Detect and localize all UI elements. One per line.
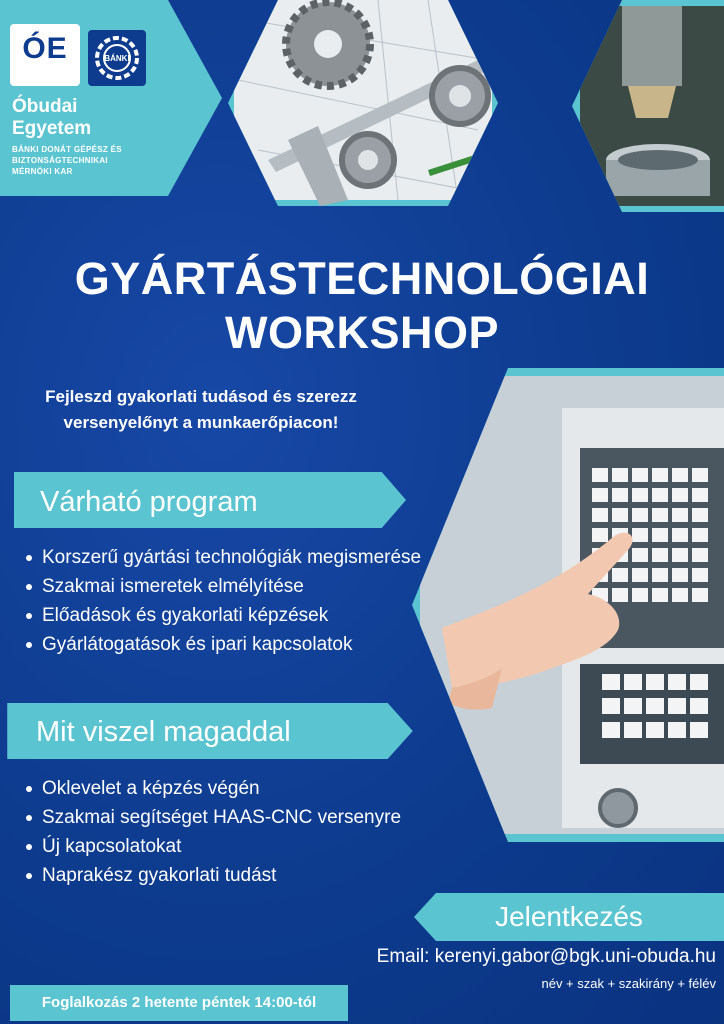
- benefit-item: Új kapcsolatokat: [22, 832, 492, 861]
- registration-hint: név + szak + szakirány + félév: [541, 976, 716, 991]
- cnc-tool-photo: [572, 0, 724, 212]
- obuda-logo-text: ÓE: [22, 32, 68, 65]
- faculty-name-line2: BIZTONSÁGTECHNIKAI: [12, 156, 108, 165]
- page-title: [0, 252, 724, 360]
- page-title-line2: WORKSHOP: [225, 307, 499, 358]
- faculty-name: [12, 144, 122, 177]
- tagline: [16, 384, 386, 436]
- program-item: Előadások és gyakorlati képzések: [22, 601, 422, 630]
- benefit-item: Naprakész gyakorlati tudást: [22, 861, 492, 890]
- benefit-item: Oklevelet a képzés végén: [22, 774, 492, 803]
- engineering-drawing-photo: [228, 0, 498, 206]
- program-list: [22, 543, 422, 659]
- university-name: [12, 96, 91, 140]
- faculty-name-line3: MÉRNÖKI KAR: [12, 167, 73, 176]
- obuda-logo: [10, 24, 80, 86]
- registration-heading: Jelentkezés: [495, 901, 643, 932]
- registration-email[interactable]: Email: kerenyi.gabor@bgk.uni-obuda.hu: [376, 946, 716, 967]
- page-title-line1: GYÁRTÁSTECHNOLÓGIAI: [74, 253, 650, 304]
- benefits-list: [22, 774, 492, 890]
- tagline-line2: versenyelőnyt a munkaerőpiacon!: [63, 413, 339, 432]
- program-item: Gyárlátogatások és ipari kapcsolatok: [22, 630, 422, 659]
- cnc-control-panel-photo: [412, 368, 724, 842]
- program-heading: Várható program: [40, 486, 258, 518]
- university-name-line2: Egyetem: [12, 118, 92, 139]
- benefits-heading: Mit viszel magaddal: [36, 716, 291, 748]
- university-name-line1: Óbudai: [12, 96, 78, 117]
- program-item: Szakmai ismeretek elmélyítése: [22, 572, 422, 601]
- tagline-line1: Fejleszd gyakorlati tudásod és szerezz: [45, 387, 357, 406]
- banki-logo: [88, 30, 146, 86]
- program-item: Korszerű gyártási technológiák megismerése: [22, 543, 422, 572]
- benefit-item: Szakmai segítséget HAAS-CNC versenyre: [22, 803, 492, 832]
- banki-logo-text: BÁNKI: [104, 54, 130, 63]
- schedule-text: Foglalkozás 2 hetente péntek 14:00-tól: [41, 994, 317, 1011]
- faculty-name-line1: BÁNKI DONÁT GÉPÉSZ ÉS: [12, 145, 122, 154]
